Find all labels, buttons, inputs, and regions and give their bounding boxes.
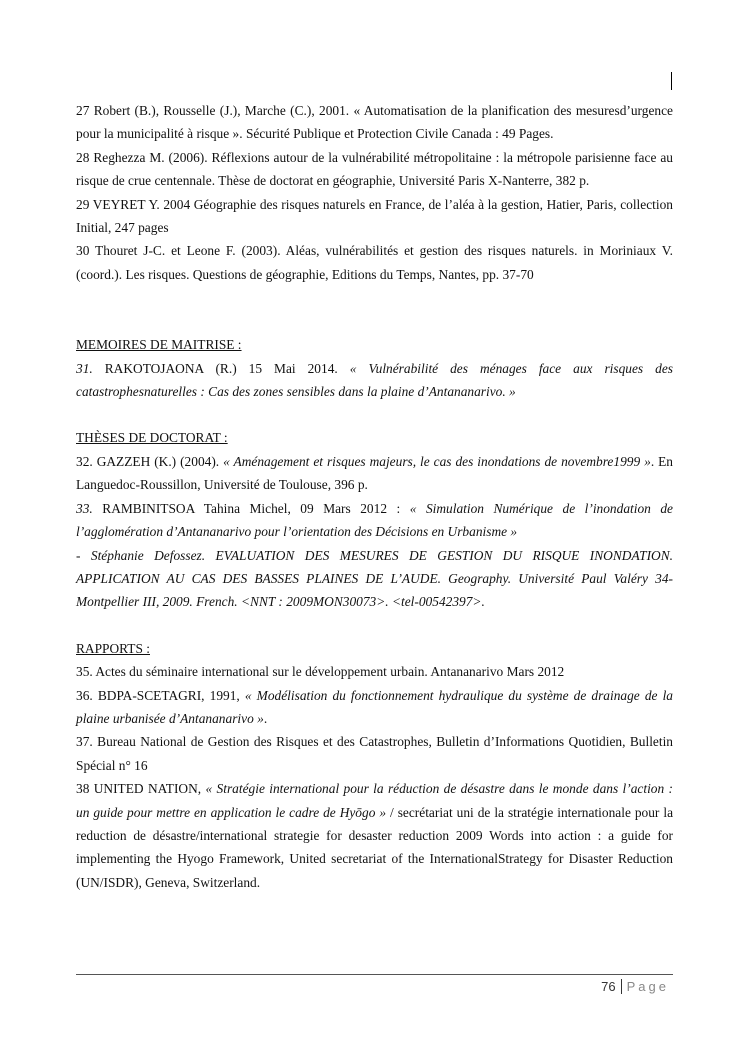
page-footer: [601, 979, 669, 994]
memoires-heading: MEMOIRES DE MAITRISE :: [76, 337, 242, 353]
reference-36-author: 36. BDPA-SCETAGRI, 1991,: [76, 687, 245, 703]
reference-33: [76, 497, 673, 544]
reference-32-author: 32. GAZZEH (K.) (2004).: [76, 453, 224, 469]
bibliography: [76, 99, 673, 894]
reference-38: [76, 777, 673, 894]
reference-36-title: « Modélisation du fonctionnement hydraulique du système de drainage de la plaine urbanisée d’Antananarivo »: [76, 687, 673, 726]
reference-38-rest: / secrétariat uni de la stratégie internationale pour la reduction de désastre/international strategie for desaster reduction 2009 Words into action : a guide for implementing the Hyogo Framework, United secretariat of the InternationalStrategy for Disaster Reduction (UN/ISDR), Geneva, Switzerland.: [76, 804, 674, 890]
reference-34-text: - Stéphanie Defossez. EVALUATION DES MESURES DE GESTION DU RISQUE INONDATION. APPLICATION AU CAS DES BASSES PLAINES DE L’AUDE. Geography. Université Paul Valéry 34- Montpellier III, 2009. French. <NNT : 2009MON30073>. <tel-00542397>.: [76, 547, 673, 610]
page-label: Page: [626, 979, 669, 994]
reference-36-rest: .: [263, 710, 268, 726]
reference-31: [76, 357, 673, 404]
reference-36: [76, 684, 673, 731]
theses-heading: THÈSES DE DOCTORAT :: [76, 430, 228, 446]
reference-31-author: RAKOTOJAONA (R.) 15 Mai 2014.: [92, 360, 350, 376]
reference-30: 30 Thouret J-C. et Leone F. (2003). Aléas, vulnérabilités et gestion des risques naturels. in Moriniaux V. (coord.). Les risques. Questions de géographie, Editions du Temps, Nantes, pp. 37-70: [76, 243, 673, 282]
reference-37: 37. Bureau National de Gestion des Risques et des Catastrophes, Bulletin d’Informations Quotidien, Bulletin Spécial n° 16: [76, 734, 673, 773]
reference-31-number: 31.: [76, 360, 93, 376]
text-cursor: [671, 72, 672, 90]
reference-28: 28 Reghezza M. (2006). Réflexions autour de la vulnérabilité métropolitaine : la métropole parisienne face au risque de crue centennale. Thèse de doctorat en géographie, Université Paris X-Nanterre, 382 p.: [76, 149, 673, 189]
reference-31-title: « Vulnérabilité des ménages face aux risques des catastrophesnaturelles : Cas des zones sensibles dans la plaine d’Antananarivo. »: [76, 360, 673, 400]
reference-27: 27 Robert (B.), Rousselle (J.), Marche (C.), 2001. « Automatisation de la planification des mesuresd’urgence pour la municipalité à risque ». Sécurité Publique et Protection Civile Canada : 49 Pages.: [76, 103, 673, 142]
reference-33-author: RAMBINITSOA Tahina Michel, 09 Mars 2012 :: [92, 500, 410, 516]
reference-32: [76, 450, 673, 497]
rapports-heading: RAPPORTS :: [76, 640, 150, 656]
reference-32-title: « Aménagement et risques majeurs, le cas des inondations de novembre1999 »: [223, 453, 651, 469]
reference-38-title: « Stratégie international pour la réduction de désastre dans le monde dans l’action : un guide pour mettre en application le cadre de Hyōgo »: [76, 781, 673, 820]
reference-35: 35. Actes du séminaire international sur le développement urbain. Antananarivo Mars 2012: [76, 664, 565, 680]
reference-33-number: 33.: [76, 500, 93, 516]
reference-38-author: 38 UNITED NATION,: [76, 781, 206, 797]
footer-separator: [621, 979, 622, 994]
reference-32-rest: . En Languedoc-Roussillon, Université de Toulouse, 396 p.: [76, 453, 673, 493]
reference-29: 29 VEYRET Y. 2004 Géographie des risques naturels en France, de l’aléa à la gestion, Hatier, Paris, collection Initial, 247 pages: [76, 196, 673, 236]
reference-34: [76, 544, 673, 614]
footer-divider: [76, 974, 673, 975]
reference-33-title: « Simulation Numérique de l’inondation de l’agglomération d’Antananarivo pour l’orientation des Décisions en Urbanisme »: [76, 500, 673, 540]
page-number: 76: [601, 979, 616, 994]
